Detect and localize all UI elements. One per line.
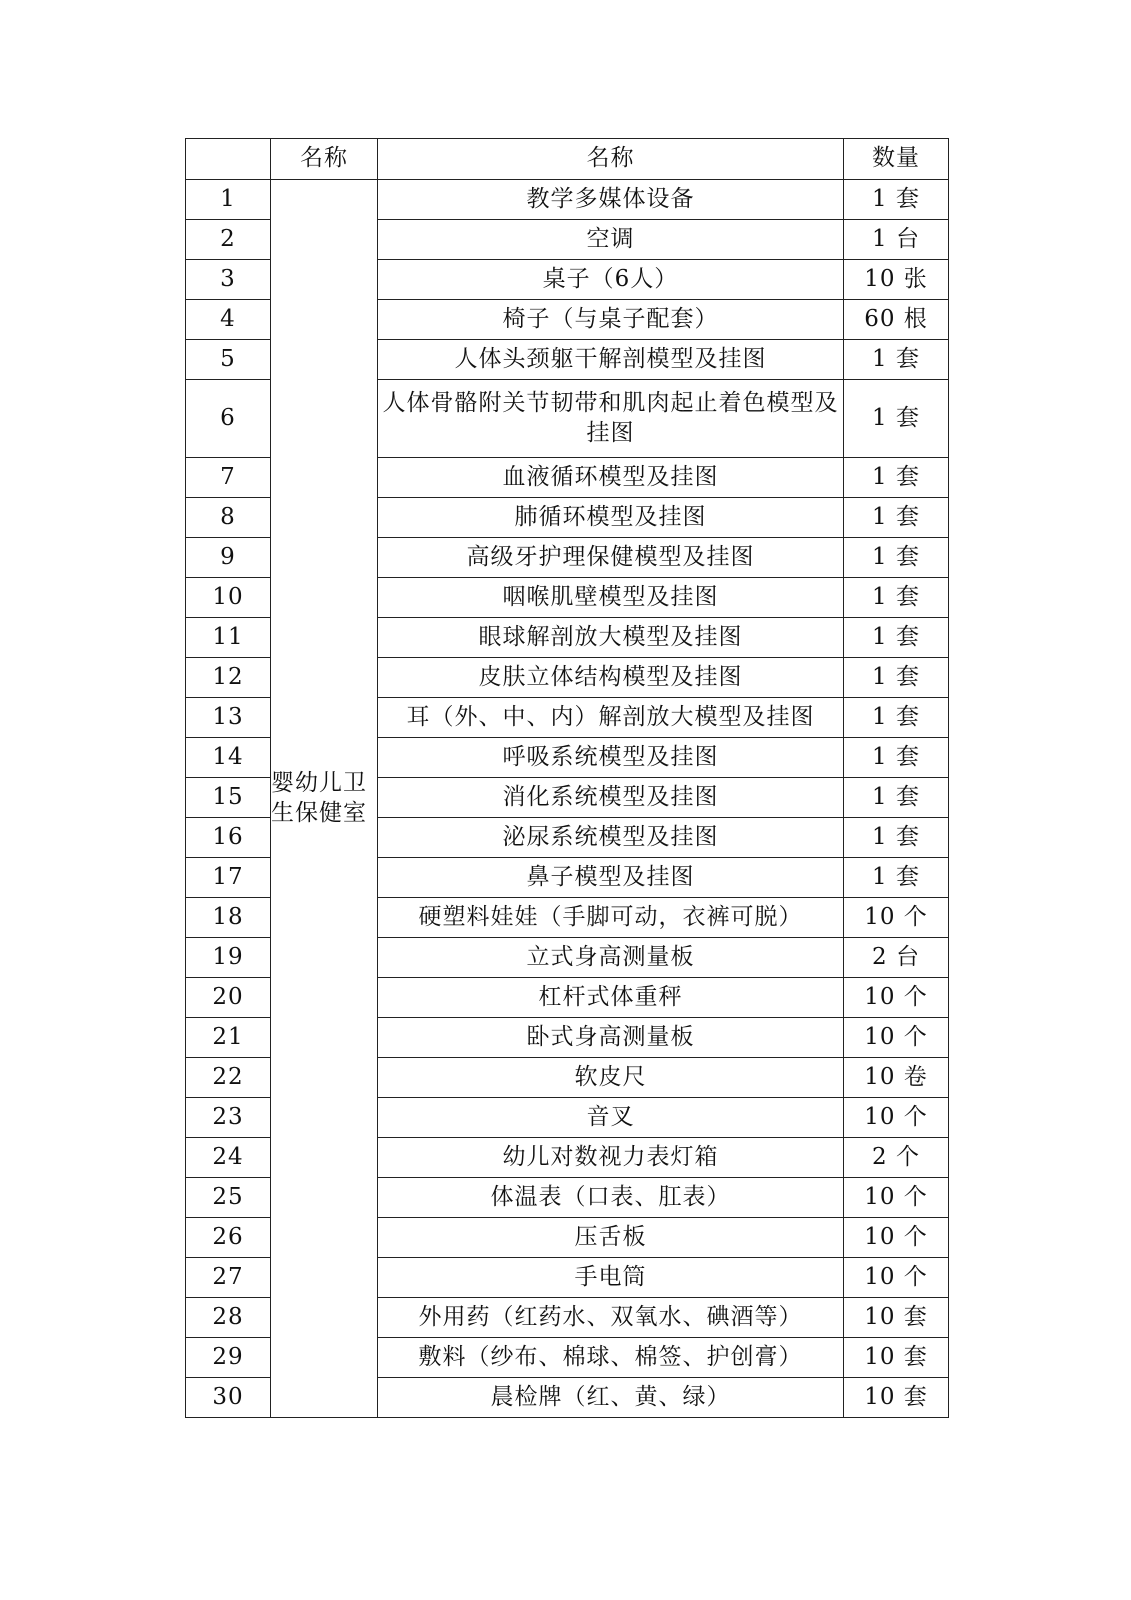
item-name: 肺循环模型及挂图 (378, 498, 844, 538)
item-name: 鼻子模型及挂图 (378, 858, 844, 898)
row-number: 15 (186, 778, 271, 818)
item-name: 咽喉肌壁模型及挂图 (378, 578, 844, 618)
item-quantity: 10 个 (844, 1218, 949, 1258)
item-name: 压舌板 (378, 1218, 844, 1258)
item-name: 杠杆式体重秤 (378, 978, 844, 1018)
row-number: 28 (186, 1298, 271, 1338)
item-name: 晨检牌（红、黄、绿） (378, 1378, 844, 1418)
item-quantity: 10 套 (844, 1298, 949, 1338)
row-number: 22 (186, 1058, 271, 1098)
item-quantity: 10 个 (844, 898, 949, 938)
item-quantity: 10 个 (844, 1258, 949, 1298)
item-quantity: 1 套 (844, 778, 949, 818)
item-name: 椅子（与桌子配套） (378, 300, 844, 340)
room-name: 婴幼儿卫生保健室 (271, 769, 367, 826)
item-name: 血液循环模型及挂图 (378, 458, 844, 498)
equipment-table (185, 138, 949, 1418)
row-number: 4 (186, 300, 271, 340)
row-number: 11 (186, 618, 271, 658)
header-item-name: 名称 (378, 139, 844, 180)
item-name: 人体头颈躯干解剖模型及挂图 (378, 340, 844, 380)
row-number: 18 (186, 898, 271, 938)
item-quantity: 10 个 (844, 1178, 949, 1218)
item-quantity: 1 套 (844, 458, 949, 498)
item-quantity: 10 个 (844, 1098, 949, 1138)
item-quantity: 10 套 (844, 1378, 949, 1418)
row-number: 6 (186, 380, 271, 458)
item-name: 软皮尺 (378, 1058, 844, 1098)
item-quantity: 10 套 (844, 1338, 949, 1378)
row-number: 3 (186, 260, 271, 300)
header-room-name: 名称 (271, 139, 378, 180)
item-name: 立式身高测量板 (378, 938, 844, 978)
row-number: 17 (186, 858, 271, 898)
item-name: 音叉 (378, 1098, 844, 1138)
item-quantity: 1 套 (844, 340, 949, 380)
row-number: 14 (186, 738, 271, 778)
item-quantity: 1 套 (844, 538, 949, 578)
row-number: 20 (186, 978, 271, 1018)
item-quantity: 1 套 (844, 498, 949, 538)
item-quantity: 1 套 (844, 578, 949, 618)
row-number: 25 (186, 1178, 271, 1218)
item-quantity: 2 个 (844, 1138, 949, 1178)
row-number: 30 (186, 1378, 271, 1418)
item-name: 眼球解剖放大模型及挂图 (378, 618, 844, 658)
room-name-cell (271, 180, 378, 1418)
item-quantity: 1 套 (844, 618, 949, 658)
row-number: 29 (186, 1338, 271, 1378)
row-number: 27 (186, 1258, 271, 1298)
header-number (186, 139, 271, 180)
item-name: 消化系统模型及挂图 (378, 778, 844, 818)
item-name: 耳（外、中、内）解剖放大模型及挂图 (378, 698, 844, 738)
item-name: 泌尿系统模型及挂图 (378, 818, 844, 858)
item-quantity: 1 套 (844, 380, 949, 458)
row-number: 5 (186, 340, 271, 380)
item-quantity: 10 个 (844, 978, 949, 1018)
item-name: 教学多媒体设备 (378, 180, 844, 220)
item-quantity: 2 台 (844, 938, 949, 978)
row-number: 23 (186, 1098, 271, 1138)
row-number: 19 (186, 938, 271, 978)
item-quantity: 10 张 (844, 260, 949, 300)
item-name: 幼儿对数视力表灯箱 (378, 1138, 844, 1178)
row-number: 16 (186, 818, 271, 858)
item-name: 呼吸系统模型及挂图 (378, 738, 844, 778)
item-quantity: 60 根 (844, 300, 949, 340)
row-number: 21 (186, 1018, 271, 1058)
item-name: 卧式身高测量板 (378, 1018, 844, 1058)
row-number: 1 (186, 180, 271, 220)
row-number: 7 (186, 458, 271, 498)
item-name: 桌子（6人） (378, 260, 844, 300)
item-quantity: 1 套 (844, 180, 949, 220)
item-quantity: 1 台 (844, 220, 949, 260)
header-quantity: 数量 (844, 139, 949, 180)
item-quantity: 1 套 (844, 698, 949, 738)
item-name: 人体骨骼附关节韧带和肌肉起止着色模型及挂图 (378, 380, 844, 458)
row-number: 2 (186, 220, 271, 260)
item-name: 高级牙护理保健模型及挂图 (378, 538, 844, 578)
item-name: 敷料（纱布、棉球、棉签、护创膏） (378, 1338, 844, 1378)
item-name: 硬塑料娃娃（手脚可动，衣裤可脱） (378, 898, 844, 938)
item-quantity: 1 套 (844, 738, 949, 778)
item-name: 皮肤立体结构模型及挂图 (378, 658, 844, 698)
item-name: 手电筒 (378, 1258, 844, 1298)
row-number: 10 (186, 578, 271, 618)
item-name: 外用药（红药水、双氧水、碘酒等） (378, 1298, 844, 1338)
row-number: 8 (186, 498, 271, 538)
row-number: 13 (186, 698, 271, 738)
row-number: 12 (186, 658, 271, 698)
item-quantity: 1 套 (844, 858, 949, 898)
table-body (186, 180, 949, 1418)
row-number: 24 (186, 1138, 271, 1178)
item-quantity: 1 套 (844, 658, 949, 698)
row-number: 26 (186, 1218, 271, 1258)
item-name: 空调 (378, 220, 844, 260)
item-quantity: 10 个 (844, 1018, 949, 1058)
row-number: 9 (186, 538, 271, 578)
item-name: 体温表（口表、肛表） (378, 1178, 844, 1218)
item-quantity: 1 套 (844, 818, 949, 858)
item-quantity: 10 卷 (844, 1058, 949, 1098)
header-row (186, 139, 949, 180)
table-row (186, 180, 949, 220)
